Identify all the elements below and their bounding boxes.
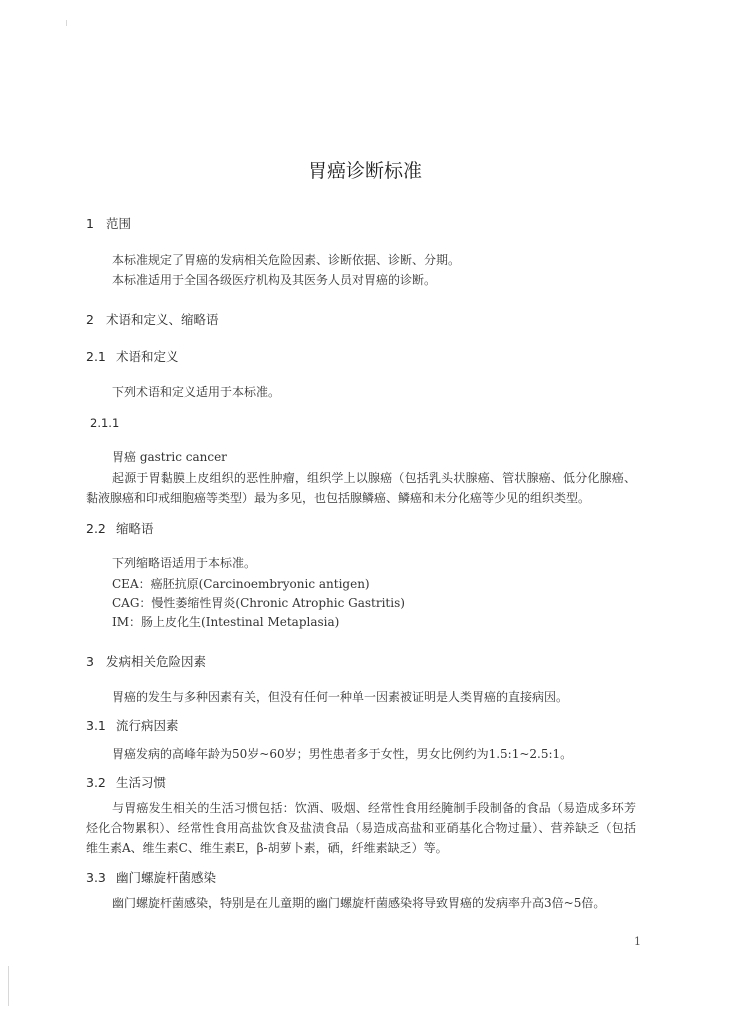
section-number: 3 <box>86 654 94 669</box>
scan-mark-top <box>66 20 67 26</box>
section-3-paragraph: 胃癌的发生与多种因素有关，但没有任何一种单一因素被证明是人类胃癌的直接病因。 <box>112 690 569 704</box>
section-2-heading <box>86 310 219 328</box>
abbreviation-cea: CEA：癌胚抗原(Carcinoembryonic antigen) <box>112 577 370 591</box>
section-title: 术语和定义 <box>116 349 179 364</box>
term-gastric-cancer: 胃癌 gastric cancer <box>112 450 227 464</box>
section-2-2-paragraph: 下列缩略语适用于本标准。 <box>112 556 257 570</box>
section-title: 缩略语 <box>116 521 154 536</box>
section-title: 幽门螺旋杆菌感染 <box>116 870 217 885</box>
section-3-3-heading <box>86 868 216 886</box>
section-3-3-paragraph: 幽门螺旋杆菌感染，特别是在儿童期的幽门螺旋杆菌感染将导致胃癌的发病率升高3倍~5倍。 <box>112 896 606 910</box>
section-number: 2 <box>86 312 94 327</box>
section-number: 3.3 <box>86 870 106 885</box>
section-2-1-1-number: 2.1.1 <box>90 416 120 430</box>
section-1-paragraph-1: 本标准规定了胃癌的发病相关危险因素、诊断依据、诊断、分期。 <box>112 253 461 267</box>
section-1-heading <box>86 214 131 232</box>
section-2-1-heading <box>86 347 179 365</box>
section-number: 3.1 <box>86 718 106 733</box>
section-title: 生活习惯 <box>116 775 167 790</box>
page-title: 胃癌诊断标准 <box>307 160 422 182</box>
section-2-2-heading <box>86 519 154 537</box>
section-number: 2.2 <box>86 521 106 536</box>
abbreviation-im: IM：肠上皮化生(Intestinal Metaplasia) <box>112 615 340 629</box>
section-title: 流行病因素 <box>116 718 179 733</box>
section-title: 范围 <box>106 216 132 231</box>
page-number: 1 <box>634 935 641 948</box>
section-2-1-paragraph: 下列术语和定义适用于本标准。 <box>112 385 281 399</box>
section-3-2-heading <box>86 773 166 791</box>
abbreviation-cag: CAG：慢性萎缩性胃炎(Chronic Atrophic Gastritis) <box>112 596 405 610</box>
section-title: 发病相关危险因素 <box>106 654 207 669</box>
section-3-2-paragraph: 与胃癌发生相关的生活习惯包括：饮酒、吸烟、经常性食用经腌制手段制备的食品（易造成多环芳烃化合物累积）、经常性食用高盐饮食及盐渍食品（易造成高盐和亚硝基化合物过量）、营养缺乏（包括维生素A、维生素C、维生素E，β-胡萝卜素，硒，纤维素缺乏）等。 <box>86 801 636 855</box>
section-number: 3.2 <box>86 775 106 790</box>
scan-mark-left <box>8 966 9 1006</box>
section-3-1-heading <box>86 716 179 734</box>
section-3-heading <box>86 652 206 670</box>
section-1-paragraph-2: 本标准适用于全国各级医疗机构及其医务人员对胃癌的诊断。 <box>112 273 437 287</box>
section-number: 2.1 <box>86 349 106 364</box>
section-number: 1 <box>86 216 94 231</box>
section-title: 术语和定义、缩略语 <box>106 312 219 327</box>
term-definition: 起源于胃黏膜上皮组织的恶性肿瘤，组织学上以腺癌（包括乳头状腺癌、管状腺癌、低分化腺癌、黏液腺癌和印戒细胞癌等类型）最为多见，也包括腺鳞癌、鳞癌和未分化癌等少见的组织类型。 <box>86 471 636 505</box>
section-3-1-paragraph: 胃癌发病的高峰年龄为50岁~60岁；男性患者多于女性，男女比例约为1.5:1~2.5:1。 <box>112 747 573 761</box>
